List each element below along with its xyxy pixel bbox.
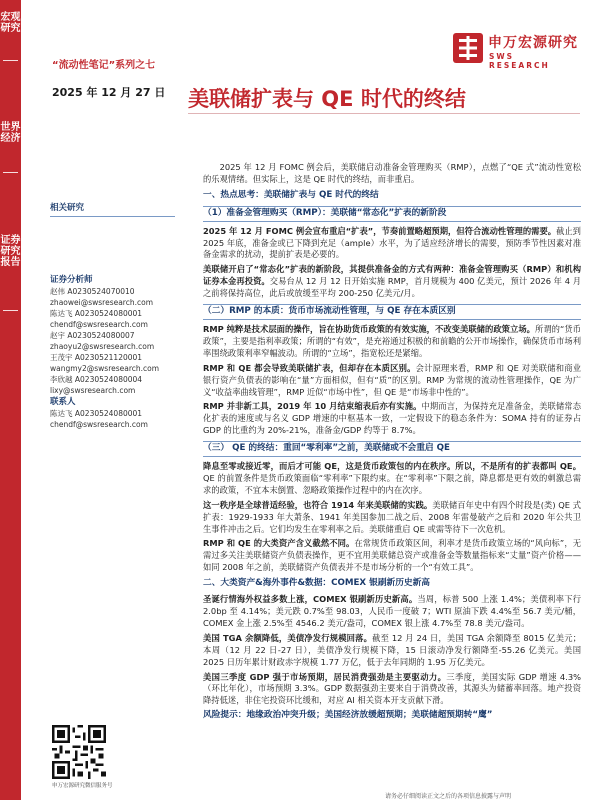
related-research-section	[50, 203, 175, 221]
paragraph: 美国 TGA 余额降低，美债净发行规模回落。截至 12 月 24 日，美国 TGA 余额降至 8015 亿美元；本周（12 月 22 日-27 日），美债净发行规模下降，15 日滚动净发行额降至-55.26 亿美元。美国 2025 日历年累计财政赤字规模 1.77 万亿，低于去年同期的 1.95 万亿美元。	[203, 632, 581, 667]
paragraph: RMP 纯粹是技术层面的操作，旨在协助货币政策的有效实施，不改变美联储的政策立场。所谓的“货币政策”，主要是指利率政策；所谓的“有效”，是充裕通过积极的和前瞻的公开市场操作，确保货币市场利率围绕政策利率窄幅波动。所谓的“立场”，指宽松还是紧缩。	[203, 323, 581, 358]
strip-label-report: 证券研究报告	[0, 235, 21, 268]
qr-code-icon	[52, 725, 106, 779]
section-heading-1: 一、热点思考：美联储扩表与 QE 时代的终结	[203, 189, 379, 200]
analyst-email: chendf@swsresearch.com	[50, 320, 148, 329]
paragraph: RMP 并非新工具，2019 年 10 月结束缩表后亦有实施。中期而言，为保持充足准备金，美联储常态化扩表的速度或与名义 GDP 增速的中枢基本一致，一定假设下的稳态条件为：SOMA 持有的证券占 GDP 的比重约为 20%-21%，准备金/GDP 约等于 8.7%。	[203, 401, 581, 436]
paragraph: 美国三季度 GDP 强于市场预期，居民消费强劲是主要驱动力。三季度，美国实际 GDP 增速 4.3%（环比年化），市场预期 3.3%。GDP 数据强劲主要来自于消费改善，其源头为储蓄率回落。地产投资降持低迷，非住宅投资环比缓和，对应 AI 相关资本开支贡献下滑。	[203, 671, 581, 706]
title-divider	[188, 113, 580, 114]
strip-label-macro: 宏观研究	[0, 12, 21, 34]
paragraph: 圣诞行情海外权益多数上涨，COMEX 银刷新历史新高。当周，标普 500 上涨 1.4%；美债利率下行 2.0bp 至 4.14%；美元跌 0.7%至 98.03，人民币一度破 7；WTI 原油下跌 4.4%至 56.7 美元/桶，COMEX 金上涨 2.5%至 4546.2 美元/盎司，COMEX 银上涨 4.7%至 78.8 美元/盎司。	[203, 594, 582, 628]
paragraph: 2025 年 12 月 FOMC 例会宣布重启“扩表”，节奏前置略超预期，但符合流动性管理的需要。截止到 2025 年底，准备金或已下降到充足（ample）水平，为了适应经济增长的需要，预防季节性因素对准备金需求的扰动，提前扩表是必要的。	[203, 225, 581, 260]
analyst-email: zhaoyu2@swsresearch.com	[50, 342, 155, 351]
paragraph: 降息至零或接近零，而后才可能 QE，这是货币政策包的内在秩序。所以，不是所有的扩表都叫 QE。QE 的前置条件是货币政策面临“零利率”下限约束。在“零利率”下限之前，降息都是更有效的刺激总需求的政策，不宜本末倒置、忽略政策操作过程中的内在次序。	[203, 461, 581, 495]
disclaimer-footer: 请务必仔细阅读正文之后的各项信息披露与声明	[385, 793, 512, 800]
strip-label-world-economy: 世界经济	[0, 122, 21, 144]
intro-paragraph: 2025 年 12 月 FOMC 例会后，美联储启动准备金管理购买（RMP），点燃了“QE 式”流动性宽松的乐观情绪。但实际上，这是 QE 时代的终结，而非重启。	[203, 162, 581, 184]
related-research-heading: 相关研究	[50, 203, 85, 213]
paragraph: RMP 和 QE 都会导致美联储扩表，但却存在本质区别。会计原理来看，RMP 和 QE 对美联储和商业银行资产负债表的影响在“量”方面相似，但有“质”的区别。RMP 为常规的流动性管理操作，QE 为广义“收益率曲线管理”，RMP 近似“市场中性”，但 QE 是“市场非中性的”。	[203, 362, 581, 397]
analyst-line: 陈达飞 A0230524080001	[50, 309, 143, 318]
analyst-line: 赵宇 A0230524080007	[50, 331, 135, 340]
strip-divider	[3, 310, 18, 311]
paragraph: 美联储开启了“常态化”扩表的新阶段，其提供准备金的方式有两种：准备金管理购买（RMP）和机构证券本金再投资。交易台从 12 月 12 日开始实施 RMP，首月规模为 400 亿美元，预计 2026 年 4 月之前将保持高位，此后或放缓至平均 200-250 亿美元/月。	[203, 264, 581, 299]
paragraph: 这一秩序是全球普适经验，也符合 1914 年来美联储的实践。美联储百年史中有四个时段是(类) QE 式扩表：1929-1933 年大萧条、1941 年美国参加二战之后、2008 年雷曼破产之后和 2020 年公共卫生事件冲击之后。它们均发生在零利率之后。美联储重启 QE 或需等待下一次危机。	[203, 499, 581, 534]
sidebar-divider	[50, 216, 175, 217]
analyst-line: 王茂宇 A0230521120001	[50, 353, 143, 362]
analysts-heading: 证券分析师	[50, 275, 93, 285]
report-date: 2025 年 12 月 27 日	[52, 86, 166, 99]
company-logo	[452, 30, 578, 70]
subsection-heading-1: （1）准备金管理购买（RMP）：美联储“常态化”扩表的新阶段	[203, 206, 581, 222]
analyst-email: zhaowei@swsresearch.com	[50, 298, 154, 307]
section-heading-2: 二、大类资产&海外事件&数据：COMEX 银刷新历史新高	[203, 578, 430, 589]
analyst-line: 李欣越 A0230524080004	[50, 375, 143, 384]
category-strip	[0, 0, 21, 800]
strip-divider	[3, 172, 18, 173]
analyst-email: wangmy2@swsresearch.com	[50, 364, 160, 373]
logo-name-cn: 申万宏源研究	[488, 35, 578, 51]
strip-divider	[3, 60, 18, 61]
subsection-heading-2: （二）RMP 的本质：货币市场流动性管理，与 QE 存在本质区别	[203, 304, 581, 320]
contact-heading: 联系人	[50, 397, 76, 407]
contact-line: 陈达飞 A0230524080001	[50, 409, 143, 418]
paragraph: RMP 和 QE 的大类资产含义截然不同。在常规货币政策区间，利率才是货币政策立场的“风向标”，无需过多关注美联储资产负债表操作，更不宜用美联储总资产或准备金等数量指标来“丈量”资产价格——如同 2008 年之前，美联储资产负债表并不是市场分析的一个“有效工具”。	[203, 538, 581, 573]
page-title: 美联储扩表与 QE 时代的终结	[188, 87, 466, 111]
analyst-line: 赵伟 A0230524070010	[50, 287, 135, 296]
logo-mark-icon	[452, 32, 484, 64]
qr-caption: 申万宏源研究微信服务号	[52, 783, 113, 789]
subsection-heading-3: （三） QE 的终结：重回“零利率”之前，美联储或不会重启 QE	[203, 441, 581, 457]
series-label: “流动性笔记”系列之七	[52, 60, 156, 71]
analyst-email: lixy@swsresearch.com	[50, 386, 136, 395]
summary-body	[203, 162, 581, 722]
logo-name-en: SWS RESEARCH	[489, 52, 550, 70]
risk-warning: 风险提示：地缘政治冲突升级；美国经济放缓超预期；美联储超预期转“鹰”	[203, 710, 493, 721]
analysts-section	[50, 275, 175, 430]
contact-email: chendf@swsresearch.com	[50, 420, 148, 429]
